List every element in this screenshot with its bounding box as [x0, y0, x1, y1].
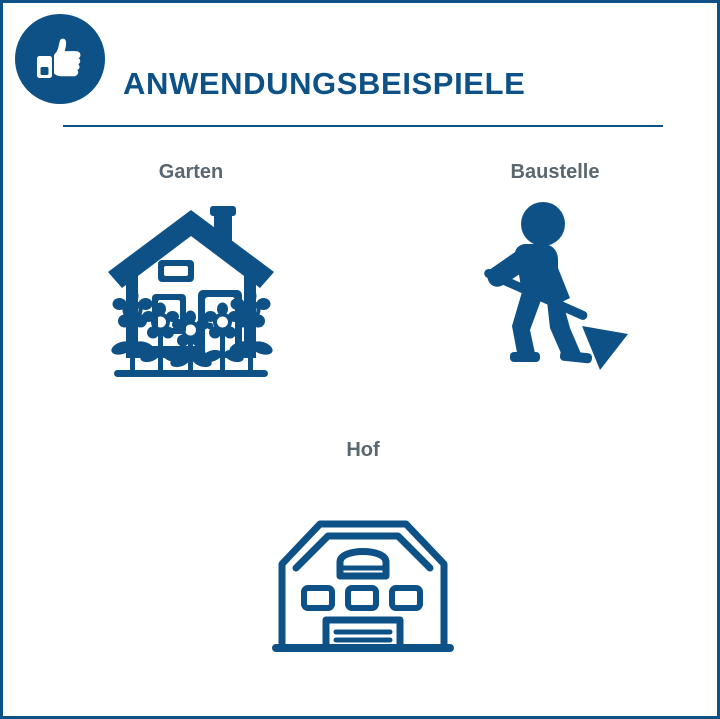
- example-hof: [211, 439, 515, 666]
- header: [123, 49, 683, 119]
- example-label-hof: Hof: [346, 439, 380, 461]
- house-with-flowers-icon: [96, 198, 286, 388]
- example-label-baustelle: Baustelle: [510, 161, 600, 183]
- example-label-garten: Garten: [158, 161, 224, 183]
- header-divider: [63, 125, 663, 127]
- thumbs-up-badge: [11, 10, 109, 108]
- thumbs-up-icon: [31, 30, 89, 88]
- barn-icon: [268, 476, 458, 666]
- page-title: ANWENDUNGSBEISPIELE: [123, 66, 526, 101]
- example-baustelle: [403, 161, 707, 388]
- construction-worker-with-shovel-icon: [460, 198, 650, 388]
- example-garten: [39, 161, 343, 388]
